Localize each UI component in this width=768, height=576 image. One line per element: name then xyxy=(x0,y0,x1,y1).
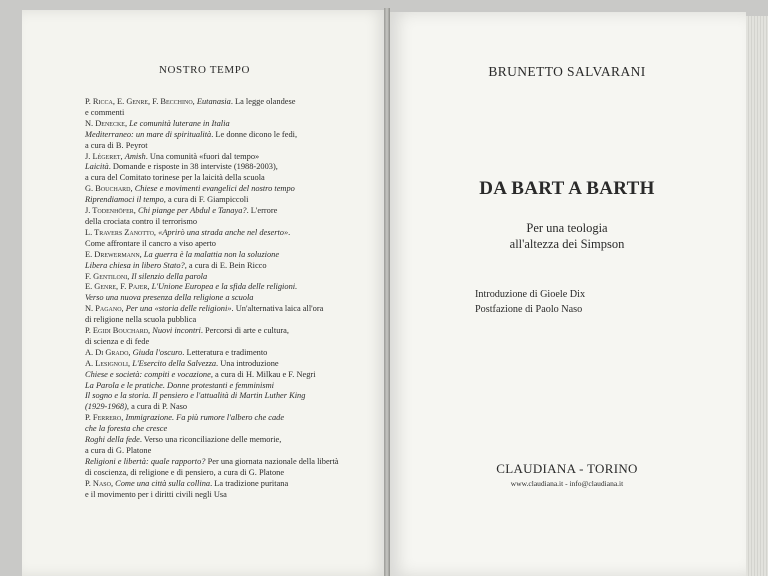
entry-text: . L'errore xyxy=(246,206,278,216)
entry-author: A. Lesignoli, xyxy=(85,358,133,368)
publisher-name: CLAUDIANA - TORINO xyxy=(496,461,638,476)
series-entry-line xyxy=(85,336,375,348)
series-entry-line xyxy=(85,97,375,108)
entry-author: N. Denecke, xyxy=(85,118,130,128)
series-entry xyxy=(85,457,375,479)
series-entry-line xyxy=(85,129,375,141)
entry-title: Immigrazione. Fa più rumore l'albero che cade xyxy=(125,413,285,423)
entry-author: P. Ferrero, xyxy=(85,413,126,423)
entry-author: F. Gentiloni, xyxy=(85,271,132,281)
subtitle-line-2: all'altezza dei Simpson xyxy=(509,237,625,251)
series-entry xyxy=(85,359,375,370)
subtitle-line-1: Per una teologia xyxy=(526,221,608,235)
entry-text: . Un'alternativa laica all'ora xyxy=(231,304,324,314)
entry-title: Amish xyxy=(124,151,146,161)
entry-text: Per una giornata nazionale della libertà xyxy=(205,456,339,466)
entry-author: E. Drewermann, xyxy=(85,249,144,259)
series-entry-line xyxy=(85,206,375,217)
entry-text: e commenti xyxy=(85,107,125,117)
entry-title: Laicità xyxy=(85,162,109,172)
series-title: NOSTRO TEMPO xyxy=(158,64,251,76)
publisher-contact: www.claudiana.it - info@claudiana.it xyxy=(510,479,624,488)
entry-title: Chi piange per Abdul e Tanaya? xyxy=(137,206,247,216)
series-entry-line xyxy=(85,260,375,272)
entry-title: L'Unione Europea e la sfida delle religioni. xyxy=(151,282,298,292)
entry-text: . La tradizione puritana xyxy=(210,478,289,488)
entry-text: , a cura di H. Milkau e F. Negri xyxy=(210,369,316,379)
series-entry xyxy=(85,97,375,119)
series-entry xyxy=(85,184,375,195)
entry-title: «Aprirò una strada anche nel deserto» xyxy=(158,227,289,237)
entry-author: P. Ricca, E. Genre, F. Becchino, xyxy=(85,97,197,106)
entry-title: Verso una nuova presenza della religione a scuola xyxy=(85,293,254,303)
series-entry xyxy=(85,435,375,457)
series-entry xyxy=(85,250,375,261)
series-entry-line xyxy=(85,238,375,250)
series-entry xyxy=(85,348,375,359)
introduction-credit: Introduzione di Gioele Dix xyxy=(475,289,586,300)
page-edges xyxy=(746,16,768,576)
entry-text: di scienza e di fede xyxy=(85,336,150,346)
series-entry-line xyxy=(85,118,375,130)
series-entry-line xyxy=(85,162,375,173)
entry-text: , a cura di F. Giampiccoli xyxy=(163,195,249,205)
series-entry xyxy=(85,162,375,184)
series-entry-line xyxy=(85,402,375,413)
series-entry-line xyxy=(85,380,375,392)
series-entry-line xyxy=(85,195,375,206)
series-entry xyxy=(85,381,375,392)
series-entry xyxy=(85,282,375,304)
entry-author: A. Di Grado, xyxy=(85,347,133,357)
series-entry-line xyxy=(85,424,375,435)
entry-title: Chiese e società: compiti e vocazione xyxy=(85,369,211,379)
entry-author: J. Légeret, xyxy=(85,151,125,161)
series-entry-line xyxy=(85,369,375,381)
series-entry xyxy=(85,413,375,435)
series-entry xyxy=(85,391,375,413)
series-entry xyxy=(85,304,375,326)
series-entry-line xyxy=(85,489,375,501)
author-name: BRUNETTO SALVARANI xyxy=(488,64,646,79)
entry-title: Il sogno e la storia. Il pensiero e l'attualità di Martin Luther King xyxy=(85,391,306,401)
entry-text: . Percorsi di arte e cultura, xyxy=(200,326,289,336)
entry-text: . Letteratura e tradimento xyxy=(182,347,268,357)
entry-title: Libera chiesa in libero Stato? xyxy=(85,260,185,270)
entry-text: di coscienza, di religione e di pensiero, a cura di G. Platone xyxy=(85,467,285,477)
series-entry-line xyxy=(85,282,375,293)
entry-text: . xyxy=(288,227,291,237)
series-entry-line xyxy=(85,391,375,402)
entry-text: . Le donne dicono le fedi, xyxy=(211,129,298,139)
series-entry xyxy=(85,479,375,501)
series-entry-line xyxy=(85,347,375,359)
series-entry-line xyxy=(85,315,375,326)
entry-author: J. Todenhöfer, xyxy=(85,206,138,216)
entry-text: a cura di B. Peyrot xyxy=(85,140,148,150)
entry-text: . Verso una riconciliazione delle memorie, xyxy=(139,435,282,445)
entry-title: Per una «storia delle religioni» xyxy=(125,304,232,314)
entry-text: a cura di G. Platone xyxy=(85,446,152,455)
entry-author: N. Pagano, xyxy=(85,304,126,314)
book-subtitle xyxy=(388,220,746,252)
series-entry-line xyxy=(85,173,375,184)
entry-text: di religione nella scuola pubblica xyxy=(85,315,197,325)
entry-text: . Una introduzione xyxy=(216,358,279,368)
series-entry-line xyxy=(85,151,375,163)
entry-author: L. Travers Zanotto, xyxy=(85,227,159,237)
entry-title: L'Esercito della Salvezza xyxy=(132,358,217,368)
series-entry xyxy=(85,272,375,283)
series-entry xyxy=(85,195,375,206)
entry-text: . Domande e risposte in 38 interviste (1988-2003), xyxy=(108,162,278,172)
entry-text: della crociata contro il terrorismo xyxy=(85,216,198,226)
entry-text: . La legge olandese xyxy=(230,97,296,106)
entry-title: Giuda l'oscuro xyxy=(132,347,183,357)
entry-text: . Una comunità «fuori dal tempo» xyxy=(145,151,260,161)
series-entry-line xyxy=(85,467,375,479)
entry-author: E. Genre, F. Pajer, xyxy=(85,282,152,292)
series-entry-line xyxy=(85,271,375,283)
series-entry xyxy=(85,152,375,163)
credits xyxy=(475,287,585,317)
series-list xyxy=(85,97,375,501)
series-entry xyxy=(85,228,375,250)
series-entry-line xyxy=(85,216,375,228)
series-entry-line xyxy=(85,184,375,195)
series-entry-line xyxy=(85,446,375,457)
entry-title: Le comunità luterane in Italia xyxy=(129,118,230,128)
entry-title: Eutanasia xyxy=(196,97,231,106)
series-entry-line xyxy=(85,140,375,152)
entry-title: Riprendiamoci il tempo xyxy=(85,195,164,205)
entry-text: , a cura di P. Naso xyxy=(126,402,188,412)
entry-author: G. Bouchard, xyxy=(85,184,135,194)
series-entry xyxy=(85,119,375,130)
entry-title: Come una città sulla collina xyxy=(115,478,211,488)
entry-title: Nuovi incontri xyxy=(152,326,201,336)
series-entry-line xyxy=(85,227,375,239)
entry-title: La Parola e le pratiche. Donne protestanti e femminismi xyxy=(85,380,274,390)
entry-title: (1929-1968) xyxy=(85,402,127,412)
series-entry xyxy=(85,370,375,381)
entry-title: Il silenzio della parola xyxy=(131,271,208,281)
series-entry-line xyxy=(85,358,375,370)
series-entry-line xyxy=(85,326,375,337)
entry-title: Roghi della fede xyxy=(85,435,140,445)
postface-credit: Postfazione di Paolo Naso xyxy=(475,304,583,315)
series-entry xyxy=(85,130,375,152)
series-entry-line xyxy=(85,456,375,468)
entry-text: , a cura di E. Bein Ricco xyxy=(184,260,267,270)
entry-title: che la foresta che cresce xyxy=(85,424,168,434)
series-entry-line xyxy=(85,478,375,490)
entry-text: a cura del Comitato torinese per la laicità della scuola xyxy=(85,173,265,183)
entry-title: Mediterraneo: un mare di spiritualità xyxy=(85,129,212,139)
series-entry xyxy=(85,206,375,228)
series-entry-line xyxy=(85,293,375,304)
series-entry-line xyxy=(85,435,375,446)
entry-author: P. Egidi Bouchard, xyxy=(85,326,153,336)
series-entry-line xyxy=(85,249,375,261)
series-entry-line xyxy=(85,107,375,119)
entry-author: P. Naso, xyxy=(85,478,116,488)
series-entry-line xyxy=(85,413,375,424)
entry-title: Religioni e libertà: quale rapporto? xyxy=(85,456,206,466)
book-gutter xyxy=(384,8,390,576)
entry-title: La guerra è la malattia non la soluzione xyxy=(143,249,280,259)
series-entry xyxy=(85,326,375,348)
series-entry xyxy=(85,261,375,272)
entry-text: Come affrontare il cancro a viso aperto xyxy=(85,238,216,248)
book-title: DA BART A BARTH xyxy=(479,178,655,199)
series-entry-line xyxy=(85,304,375,315)
entry-text: e il movimento per i diritti civili negli Usa xyxy=(85,489,227,499)
entry-title: Chiese e movimenti evangelici del nostro tempo xyxy=(134,184,295,194)
